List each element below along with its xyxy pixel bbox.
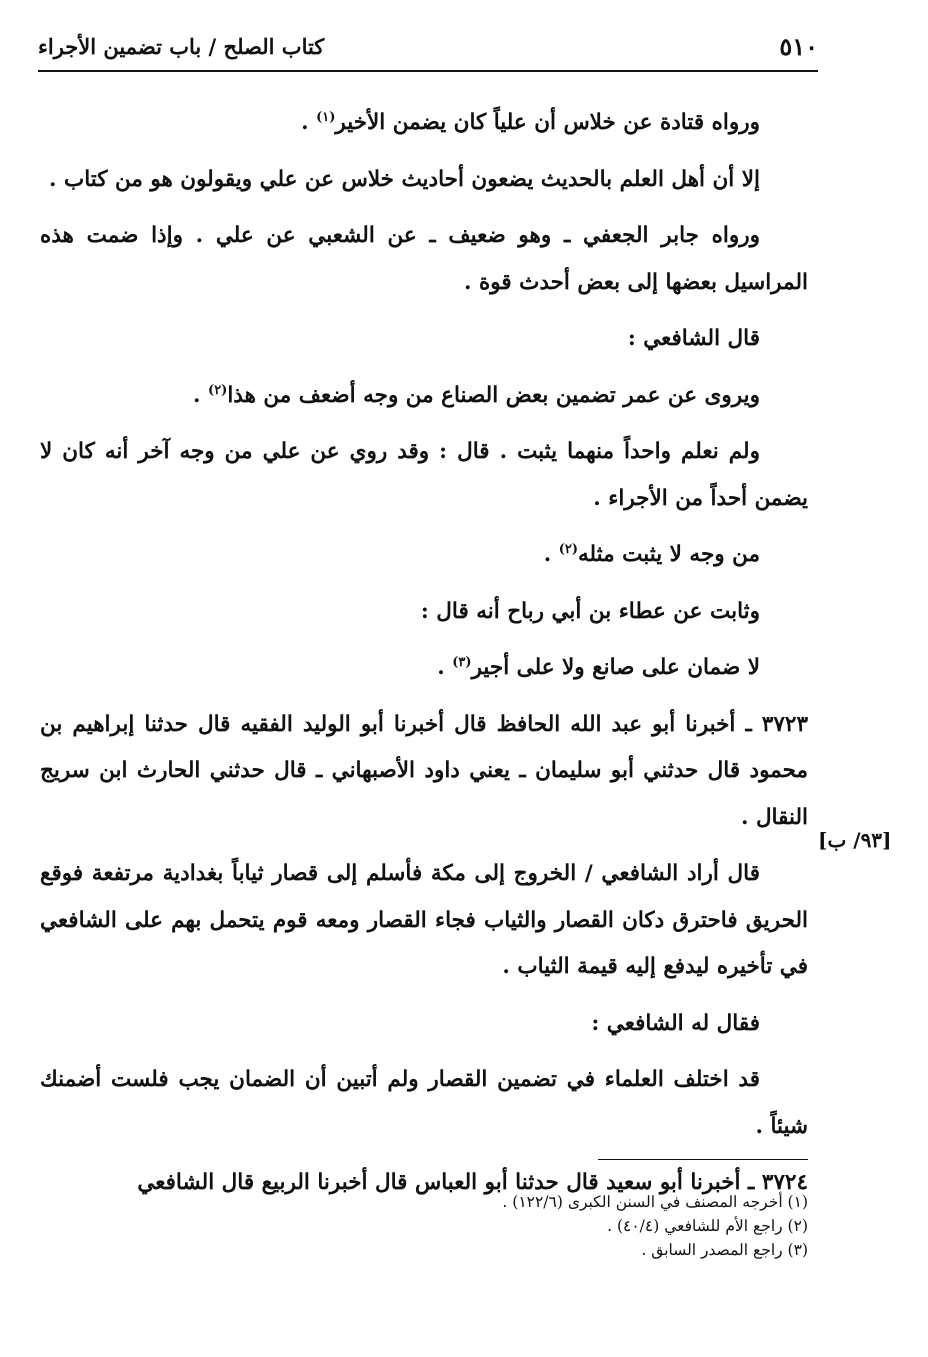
paragraph: ورواه جابر الجعفي ـ وهو ضعيف ـ عن الشعبي عن علي . وإذا ضمت هذه المراسيل بعضها إلى بعض أحدث قوة . — [40, 223, 808, 295]
running-title: كتاب الصلح / باب تضمين الأجراء — [38, 34, 325, 59]
paragraph: فقال له الشافعي : — [591, 1010, 760, 1036]
footnote-1: (١) أخرجه المصنف في السنن الكبرى (١٢٢/٦) . — [502, 1193, 808, 1211]
main-text — [40, 100, 808, 1217]
footnote-2: (٢) راجع الأم للشافعي (٤٠/٤) . — [607, 1217, 808, 1235]
footnote-ref: (٢) — [208, 382, 228, 398]
hadith-3723: ٣٧٢٣ ـ أخبرنا أبو عبد الله الحافظ قال أخبرنا أبو الوليد الفقيه قال حدثنا إبراهيم بن محمود قال حدثني أبو سليمان ـ يعني داود الأصبهاني ـ قال حدثني الحارث ابن سريج النقال . — [40, 711, 808, 830]
footnote-3: (٣) راجع المصدر السابق . — [641, 1241, 808, 1259]
paragraph: من وجه لا يثبت مثله$^{(٢)}$ . — [543, 541, 760, 567]
paragraph: لا ضمان على صانع ولا على أجير$^{(٣)}$ . — [437, 654, 760, 680]
page-header — [38, 30, 818, 72]
hadith-3724: ٣٧٢٤ ـ أخبرنا أبو سعيد قال حدثنا أبو العباس قال أخبرنا الربيع قال الشافعي — [137, 1170, 808, 1195]
manuscript-folio-note: [٩٣/ ب] — [818, 828, 892, 852]
footnotes — [300, 1190, 808, 1262]
paragraph: قال الشافعي : — [627, 326, 760, 351]
paragraph: وثابت عن عطاء بن أبي رباح أنه قال : — [420, 598, 760, 624]
footnote-separator — [598, 1159, 808, 1160]
footnote-ref: (٢) — [558, 541, 578, 557]
paragraph: ويروى عن عمر تضمين بعض الصناع من وجه أضعف من هذا$^{(٢)}$ . — [193, 382, 760, 408]
page-number: ٥١٠ — [779, 32, 818, 61]
footnote-ref: (١) — [316, 109, 336, 125]
paragraph: قد اختلف العلماء في تضمين القصار ولم أتبين أن الضمان يجب فلست أضمنك شيئاً . — [40, 1067, 808, 1139]
paragraph: قال أراد الشافعي / الخروج إلى مكة فأسلم إلى قصار ثياباً بغدادية مرتفعة فوقع الحريق فاحترق دكان القصار والثياب فجاء القصار ومعه قوم يتحمل بهم على الشافعي في تأخيره ليدفع إليه قيمة الثياب . — [40, 861, 808, 979]
paragraph: ورواه قتادة عن خلاس أن علياً كان يضمن الأخير$^{(١)}$ . — [301, 109, 760, 135]
paragraph: ولم نعلم واحداً منهما يثبت . قال : وقد روي عن علي من وجه آخر أنه كان لا يضمن أحداً من الأجراء . — [40, 439, 808, 511]
footnote-ref: (٣) — [452, 654, 472, 670]
paragraph: إلا أن أهل العلم بالحديث يضعون أحاديث خلاس عن علي ويقولون هو من كتاب . — [49, 166, 760, 192]
